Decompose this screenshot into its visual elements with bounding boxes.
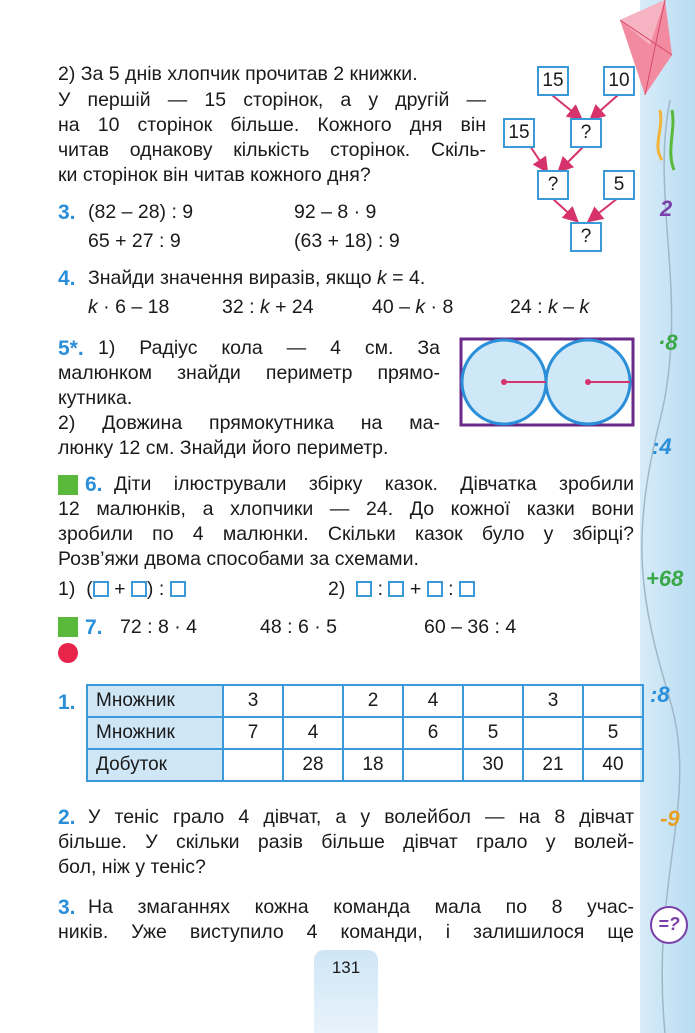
ex3b-line-2: ників. Уже виступило 4 команди, і залишилося ще — [58, 921, 634, 943]
ex7-expr-1: 72 : 8 · 4 — [120, 616, 197, 638]
task2-line-4: читав однакову кількість сторінок. Скіль- — [58, 139, 486, 161]
side-label-5: :8 — [650, 682, 670, 707]
blank-box — [170, 581, 186, 597]
cell: 5 — [583, 717, 643, 749]
green-square-marker — [58, 475, 78, 495]
row-head: Множник — [87, 685, 223, 717]
ex3-expr-2: 92 – 8 · 9 — [294, 201, 377, 223]
blank-box — [93, 581, 109, 597]
side-label-7: =? — [650, 906, 688, 944]
cell — [343, 717, 403, 749]
cell: 18 — [343, 749, 403, 781]
ex6-number: 6. — [85, 473, 103, 496]
blank-box — [459, 581, 475, 597]
ex7-expr-2: 48 : 6 · 5 — [260, 616, 337, 638]
scheme-box-6: 5 — [603, 170, 635, 200]
ex3-expr-1: (82 – 28) : 9 — [88, 201, 194, 223]
cell — [523, 717, 583, 749]
ex6-line-3: зробили по 4 малюнки. Скільки казок було у збірці? — [58, 523, 634, 545]
cell — [283, 685, 343, 717]
scheme-box-7: ? — [570, 222, 602, 252]
cell: 21 — [523, 749, 583, 781]
ex3-expr-4: (63 + 18) : 9 — [294, 230, 400, 252]
cell: 3 — [523, 685, 583, 717]
side-label-2: ·8 — [658, 330, 678, 355]
ex5-line-2: малюнком знайди периметр прямо- — [58, 362, 440, 384]
ex6-scheme-1: 1) ( + ) : — [58, 577, 186, 603]
multiplication-table — [86, 684, 644, 782]
side-label-4: +68 — [646, 566, 684, 591]
scheme-box-2: 10 — [603, 66, 635, 96]
cell: 6 — [403, 717, 463, 749]
table-ex-number: 1. — [58, 691, 76, 714]
ex3b-line-1: На змаганнях кожна команда мала по 8 учас- — [88, 896, 634, 918]
row-head: Множник — [87, 717, 223, 749]
ex7-expr-3: 60 – 36 : 4 — [424, 616, 517, 638]
cell: 3 — [223, 685, 283, 717]
ex6-line-2: 12 малюнків, а хлопчики — 24. До кожної казки вони — [58, 498, 634, 520]
cell — [403, 749, 463, 781]
table-row — [87, 685, 643, 717]
side-label-3: :4 — [652, 434, 672, 459]
side-label-1: 2 — [660, 196, 673, 221]
task2-line-2: У першій — 15 сторінок, а у другій — — [58, 89, 486, 111]
ex3-expr-3: 65 + 27 : 9 — [88, 230, 181, 252]
cell: 7 — [223, 717, 283, 749]
ex4-expr-3: 40 – k · 8 — [372, 296, 454, 318]
ex4-text: Знайди значення виразів, якщо k = 4. — [88, 267, 426, 289]
ex4-expr-2: 32 : k + 24 — [222, 296, 314, 318]
table-row — [87, 749, 643, 781]
cell: 4 — [283, 717, 343, 749]
cell: 40 — [583, 749, 643, 781]
ex2b-line-1: У теніс грало 4 дівчат, а у волейбол — на 8 дівчат — [88, 806, 634, 828]
row-head: Добуток — [87, 749, 223, 781]
table-row — [87, 717, 643, 749]
ex7-number: 7. — [85, 616, 103, 639]
scheme-box-4: ? — [570, 118, 602, 148]
cell: 4 — [403, 685, 463, 717]
ex4-expr-1: k · 6 – 18 — [88, 296, 170, 318]
ex2b-line-3: бол, ніж у теніс? — [58, 856, 206, 878]
blank-box — [356, 581, 372, 597]
blank-box — [131, 581, 147, 597]
side-label-6: -9 — [660, 806, 680, 831]
cell — [223, 749, 283, 781]
ex3-number: 3. — [58, 201, 76, 224]
ex6-scheme-2: 2) : + : — [328, 577, 475, 603]
ex5-line-5: люнку 12 см. Знайди його периметр. — [58, 437, 389, 459]
cell: 30 — [463, 749, 523, 781]
task2-line-5: ки сторінок він читав кожного дня? — [58, 164, 371, 186]
cell: 28 — [283, 749, 343, 781]
scheme-box-1: 15 — [537, 66, 569, 96]
task2-line-3: на 10 сторінок більше. Кожного дня він — [58, 114, 486, 136]
ex2b-line-2: більше. У скільки разів більше дівчат грало у волей- — [58, 831, 634, 853]
ex5-line-1: 1) Радіус кола — 4 см. За — [98, 337, 440, 359]
ex5-line-3: кутника. — [58, 387, 133, 409]
ex6-line-4: Розв’яжи двома способами за схемами. — [58, 548, 419, 570]
ex6-line-1: Діти ілюстрували збірку казок. Дівчатка зробили — [114, 473, 634, 495]
blank-box — [388, 581, 404, 597]
scheme-box-5: ? — [537, 170, 569, 200]
ex3b-number: 3. — [58, 896, 76, 919]
ex5-line-4: 2) Довжина прямокутника на ма- — [58, 412, 440, 434]
ex4-number: 4. — [58, 267, 76, 290]
cell: 5 — [463, 717, 523, 749]
ex5-number: 5*. — [58, 337, 84, 360]
scheme-box-3: 15 — [503, 118, 535, 148]
ex4-expr-4: 24 : k – k — [510, 296, 590, 318]
task2-line-1: 2) За 5 днів хлопчик прочитав 2 книжки. — [58, 63, 418, 85]
ex2b-number: 2. — [58, 806, 76, 829]
red-dot-marker — [58, 643, 78, 663]
cell — [463, 685, 523, 717]
cell: 2 — [343, 685, 403, 717]
circles-rectangle-figure — [458, 336, 636, 428]
cell — [583, 685, 643, 717]
green-square-marker — [58, 617, 78, 637]
page-number: 131 — [331, 958, 361, 977]
blank-box — [427, 581, 443, 597]
